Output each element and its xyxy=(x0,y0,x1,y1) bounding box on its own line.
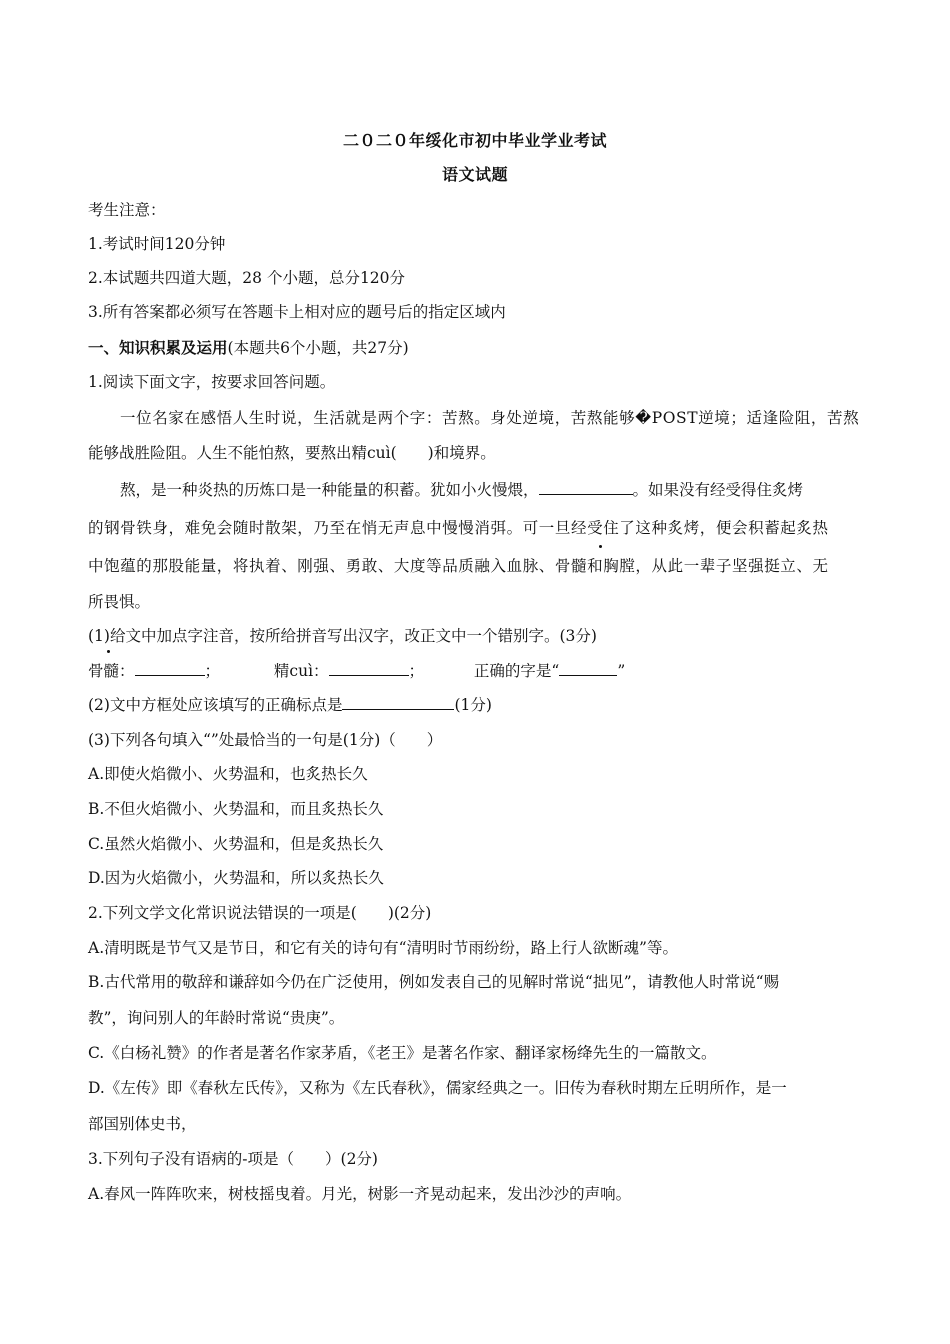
q1-sub1-b-label: 精cuì： xyxy=(273,662,329,680)
q1-sub1-c-blank[interactable] xyxy=(559,661,617,676)
q1-sub1-a-end: ； xyxy=(204,662,221,680)
q2-stem: 2.下列文学文化常识说法错误的一项是( )(2分) xyxy=(88,904,432,922)
emphasis-dot xyxy=(599,545,602,548)
section-1-heading xyxy=(88,336,409,358)
q1-sub1-a-blank[interactable] xyxy=(135,661,205,676)
q1-option-c: C.虽然火焰微小、火势温和，但是炙热长久 xyxy=(88,835,384,853)
q2-option-b-line1: B.古代常用的敬辞和谦辞如今仍在广泛使用，例如发表自己的见解时常说“拙见”，请教他人时常说“赐 xyxy=(88,973,780,991)
q1-sub2 xyxy=(88,693,492,715)
q3-option-a: A.春风一阵阵吹来，树枝摇曳着。月光，树影一齐晃动起来，发出沙沙的声响。 xyxy=(88,1185,632,1203)
q1-sub1-c-label: 正确的字是“ xyxy=(473,662,560,680)
q1-sub2-blank[interactable] xyxy=(342,695,454,710)
notice-heading: 考生注意： xyxy=(88,201,166,219)
notice-item-2: 2.本试题共四道大题，28 个小题，总分120分 xyxy=(88,269,406,287)
q1-passage-blank[interactable] xyxy=(539,480,633,495)
q1-stem: 1.阅读下面文字，按要求回答问题。 xyxy=(88,373,336,391)
q1-passage-p2-line1-b: 。如果没有经受得住炙烤 xyxy=(632,481,804,499)
section-1-title: 一、知识积累及运用 xyxy=(88,338,228,357)
q1-passage-p2-line2: 的钢骨铁身，难免会随时散架，乃至在悄无声息中慢慢消弭。可一旦经受住了这种炙烤，便会积蓄起炙热 xyxy=(88,519,829,537)
q1-sub1: (1)给文中加点字注音，按所给拼音写出汉字，改正文中一个错别字。(3分) xyxy=(88,627,597,645)
q1-sub1-b-blank[interactable] xyxy=(329,661,409,676)
q1-passage-p1-line1: 一位名家在感悟人生时说，生活就是两个字：苦熬。身处逆境，苦熬能够�POST逆境；适逢险阻，苦熬 xyxy=(120,409,860,427)
q1-passage-p1-line2: 能够战胜险阻。人生不能怕熬，要熬出精cuì( )和境界。 xyxy=(88,444,496,462)
notice-item-1: 1.考试时间120分钟 xyxy=(88,235,226,253)
q1-passage-p2-line3: 中饱蕴的那股能量，将执着、刚强、勇敢、大度等品质融入血脉、骨髓和胸膛，从此一辈子坚强挺立、无 xyxy=(88,557,829,575)
q1-sub2-text: (2)文中方框处应该填写的正确标点是 xyxy=(88,696,343,714)
q2-option-d-line2: 部国别体史书， xyxy=(88,1115,197,1133)
section-1-note: (本题共6个小题，共27分) xyxy=(227,339,409,357)
q1-sub1-b-end: ； xyxy=(408,662,425,680)
q2-option-c: C.《白杨礼赞》的作者是著名作家茅盾，《老王》是著名作家、翻译家杨绛先生的一篇散文。 xyxy=(88,1044,717,1062)
notice-item-3: 3.所有答案都必须写在答题卡上相对应的题号后的指定区域内 xyxy=(88,303,506,321)
q2-option-d-line1: D.《左传》即《春秋左氏传》，又称为《左氏春秋》，儒家经典之一。旧传为春秋时期左丘明所作，是一 xyxy=(88,1079,787,1097)
q1-passage-p2-line4: 所畏惧。 xyxy=(88,593,151,611)
exam-title: 二０二０年绥化市初中毕业学业考试 xyxy=(342,131,607,150)
q1-passage-p2-line1-a: 熬，是一种炎热的历炼口是一种能量的积蓄。犹如小火慢煨， xyxy=(120,481,539,499)
q1-passage-p2-line1 xyxy=(120,478,803,500)
q1-sub2-score: (1分) xyxy=(454,696,492,714)
q1-sub1-a-label: 骨髓： xyxy=(88,662,135,680)
q1-option-a: A.即使火焰微小、火势温和，也炙热长久 xyxy=(88,765,368,783)
q3-stem: 3.下列句子没有语病的-项是（ ）(2分) xyxy=(88,1150,378,1168)
q1-sub1-answers xyxy=(88,659,625,681)
q1-option-b: B.不但火焰微小、火势温和，而且炙热长久 xyxy=(88,800,384,818)
exam-subtitle: 语文试题 xyxy=(441,165,508,184)
q1-sub1-c-end: ” xyxy=(617,662,626,680)
q2-option-b-line2: 教”，询问别人的年龄时常说“贵庚”。 xyxy=(88,1009,345,1027)
q2-option-a: A.清明既是节气又是节日，和它有关的诗句有“清明时节雨纷纷，路上行人欲断魂”等。 xyxy=(88,939,678,957)
q1-option-d: D.因为火焰微小，火势温和，所以炙热长久 xyxy=(88,869,384,887)
q1-sub3: (3)下列各句填入“”处最恰当的一句是(1分)（ ） xyxy=(88,731,443,749)
emphasis-dot xyxy=(107,650,110,653)
